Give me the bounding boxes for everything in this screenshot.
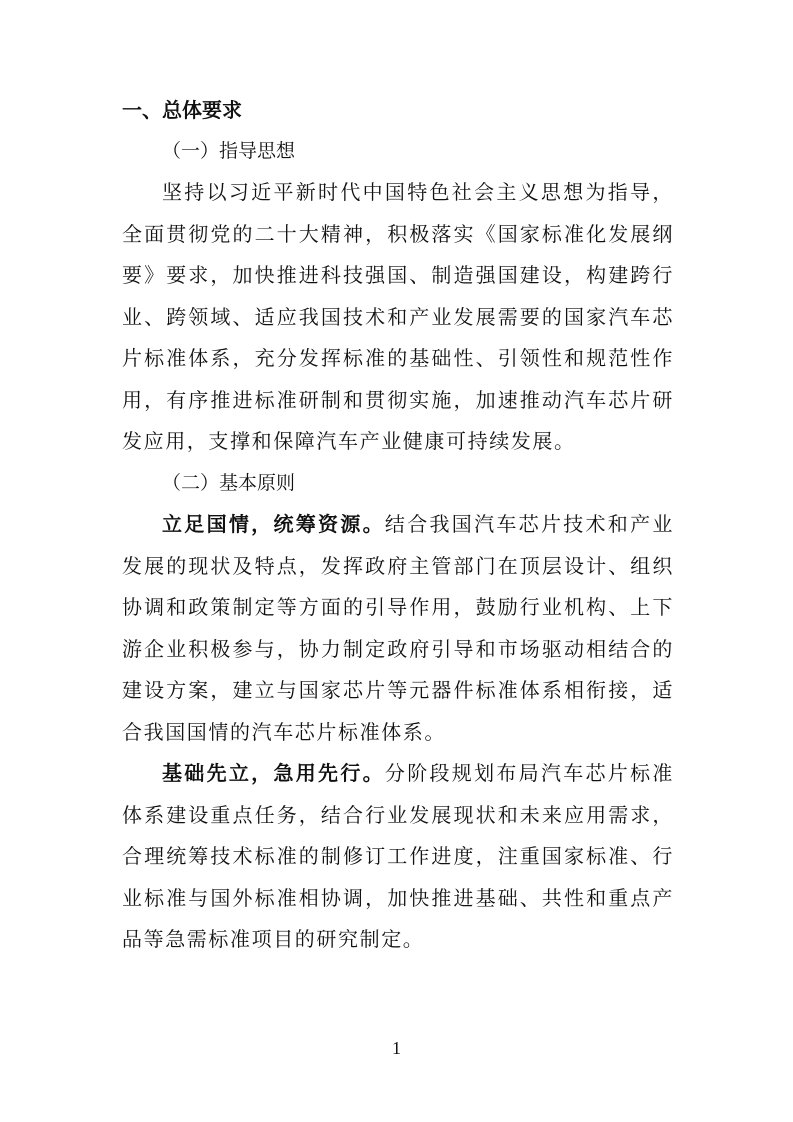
paragraph-lead: 基础先立，急用先行。 [162, 761, 385, 785]
page-number: 1 [392, 1038, 401, 1058]
paragraph-text: 结合我国汽车芯片技术和产业发展的现状及特点，发挥政府主管部门在顶层设计、组织协调和政策制定等方面的引导作用，鼓励行业机构、上下游企业积极参与，协力制定政府引导和市场驱动相结合的建设方案，建立与国家芯片等元器件标准体系相衔接，适合我国国情的汽车芯片标准体系。 [122, 512, 674, 744]
subsection-title-guiding-ideology: （一）指导思想 [162, 140, 296, 162]
paragraph-principle-foundation-first [122, 753, 674, 961]
section-heading: 一、总体要求 [122, 98, 242, 122]
paragraph-lead: 立足国情，统筹资源。 [162, 512, 385, 536]
paragraph-text: 坚持以习近平新时代中国特色社会主义思想为指导，全面贯彻党的二十大精神，积极落实《国家标准化发展纲要》要求，加快推进科技强国、制造强国建设，构建跨行业、跨领域、适应我国技术和产业发展需要的国家汽车芯片标准体系，充分发挥标准的基础性、引领性和规范性作用，有序推进标准研制和贯彻实施，加速推动汽车芯片研发应用，支撑和保障汽车产业健康可持续发展。 [122, 180, 674, 453]
paragraph-guiding-ideology [122, 172, 674, 463]
subsection-title-basic-principles: （二）基本原则 [162, 472, 296, 494]
paragraph-principle-national-conditions [122, 504, 674, 753]
paragraph-text: 分阶段规划布局汽车芯片标准体系建设重点任务，结合行业发展现状和未来应用需求，合理统筹技术标准的制修订工作进度，注重国家标准、行业标准与国外标准相协调，加快推进基础、共性和重点产品等急需标准项目的研究制定。 [122, 761, 674, 951]
